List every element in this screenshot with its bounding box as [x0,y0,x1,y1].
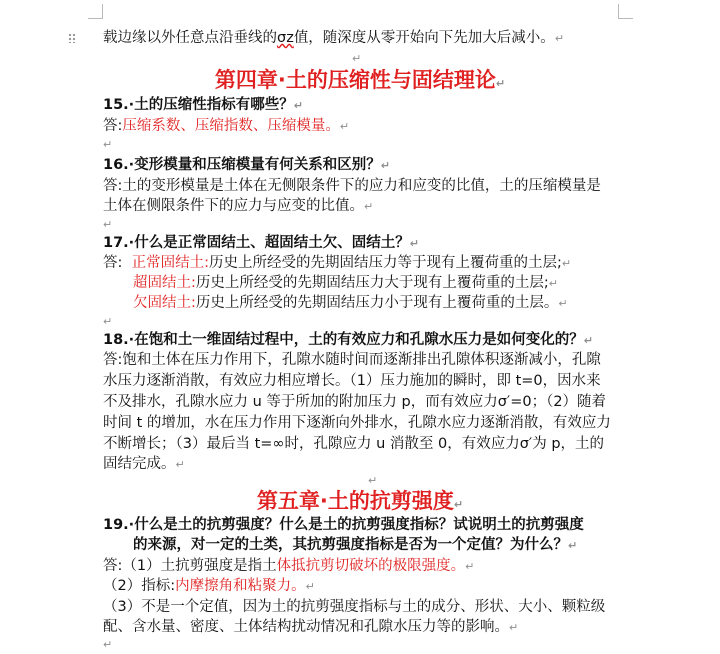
intro-paragraph [103,28,564,49]
paragraph-mark: ↵ [465,560,475,573]
paragraph-mark: ↵ [558,297,568,310]
q19-answer-2-text: （2）指标: [103,578,176,594]
paragraph-mark: ↵ [583,334,593,347]
paragraph-mark: ↵ [339,120,350,133]
q17-answer-item-3 [133,293,568,314]
paragraph-mark: ↵ [409,237,419,250]
q18-answer-last-line [103,454,185,475]
q17-answer-item-1 [103,253,571,274]
paragraph-mark: ↵ [453,498,464,511]
q17-question-text: 17.·什么是正常固结土、超固结土欠、固结土？ [103,235,410,251]
paragraph-mark: ↵ [509,621,519,634]
q18-answer-line: 时间 t 的增加，水在压力作用下逐渐向外排水，孔隙水应力逐渐消散，有效应力 [103,415,611,431]
answer-label: 答: [103,118,123,134]
paragraph-mark: ↵ [293,99,303,112]
q19-question-line2-text: 的来源，对一定的土类，其抗剪强度指标是否为一个定值？为什么？ [133,537,568,553]
term-under-consolidated: 欠固结土: [133,295,196,311]
q16-question-text: 16.·变形模量和压缩模量有何关系和区别？ [103,157,381,173]
paragraph-mark: ↵ [380,159,390,172]
q18-answer-line-text: 固结完成。 [103,456,176,472]
empty-paragraph-mark: ↵ [103,218,113,231]
q16-answer-line1: 答:土的变形模量是土体在无侧限条件下的应力和应变的比值，土的压缩模量是 [103,178,601,194]
q16-question [103,155,390,176]
q18-answer-line: 不断增长；（3）最后当 t=∞时，孔隙应力 u 消散至 0，有效应力σ′为 p，土的 [103,436,605,452]
answer-label: 答: [103,255,123,271]
q18-question-text: 18.·在饱和土一维固结过程中，土的有效应力和孔隙水压力是如何变化的？ [103,332,584,348]
crop-mark-top-right [618,4,633,19]
paragraph-mark: ↵ [554,32,565,45]
term-normal-consolidated: 正常固结土: [131,255,209,271]
q18-answer-line: 不及排水，孔隙水应力 u 等于所加的附加压力 p，而有效应力σ′=0；（2）随着 [103,394,607,410]
q19-answer-3-line1: （3）不是一个定值，因为土的抗剪强度指标与土的成分、形状、大小、颗粒级 [103,599,606,615]
chapter5-heading [0,488,720,518]
q17-question [103,233,419,254]
q19-question-line2 [133,535,577,556]
paragraph-mark: ↵ [305,580,315,593]
paragraph-mark: ↵ [568,539,578,552]
q18-answer-line: 答:饱和土体在压力作用下，孔隙水随时间而逐渐排出孔隙体积逐渐减小，孔隙 [103,352,601,368]
q19-answer-2-red: 内摩擦角和粘聚力。 [175,578,306,594]
chapter5-title: 第五章·土的抗剪强度 [256,489,454,513]
intro-text-after: 值，随深度从零开始向下先加大后减小。 [293,30,555,46]
empty-paragraph-mark: ↵ [103,315,113,328]
empty-paragraph-mark: ↵ [352,52,362,65]
q18-answer-line: 水压力逐渐消散，有效应力相应增长。（1）压力施加的瞬时，即 t=0，因水来 [103,373,601,389]
paragraph-mark: ↵ [561,257,572,270]
empty-paragraph-mark: ↵ [103,138,113,151]
term-desc: 历史上所经受的先期固结压力大于现有上覆荷重的土层; [195,275,549,291]
term-over-consolidated: 超固结土: [133,275,196,291]
chapter4-heading [0,67,720,97]
q16-answer-line2 [103,196,373,217]
q19-answer-1 [103,556,474,577]
q19-answer-3-line2 [103,617,518,638]
q15-question [103,95,303,116]
q19-answer-2 [103,576,315,597]
q15-question-text: 15.·土的压缩性指标有哪些？ [103,97,294,113]
paragraph-mark: ↵ [548,277,558,290]
q18-question [103,330,593,351]
q19-answer-3-line2-text: 配、含水量、密度、土体结构扰动情况和孔隙水压力等的影响。 [103,619,509,635]
chapter4-title: 第四章·土的压缩性与固结理论 [214,68,496,92]
paragraph-mark: ↵ [495,77,506,90]
empty-paragraph-mark: ↵ [103,638,113,651]
intro-text-before: 载边缘以外任意点沿垂线的 [103,30,277,46]
paragraph-mark: ↵ [364,200,374,213]
q15-answer-text: 压缩系数、压缩指数、压缩模量。 [122,118,340,134]
drag-handle-icon[interactable] [68,33,76,43]
term-desc: 历史上所经受的先期固结压力等于现有上覆荷重的土层; [209,255,562,271]
paragraph-mark: ↵ [175,458,185,471]
term-desc: 历史上所经受的先期固结压力小于现有上覆荷重的土层。 [195,295,559,311]
q15-answer [103,116,349,137]
crop-mark-top-left [88,4,103,19]
sigma-z-symbol: σz [277,30,294,46]
q19-answer-1-red: 体抵抗剪切破坏的极限强度。 [276,558,466,574]
empty-paragraph-mark: ↵ [368,474,378,487]
q19-question-line1: 19.·什么是土的抗剪强度？什么是土的抗剪强度指标？试说明土的抗剪强度 [103,517,584,533]
q17-answer-item-2 [133,273,558,294]
q16-answer-line2-text: 土体在侧限条件下的应力与应变的比值。 [103,198,364,214]
q19-answer-1-text: 答:（1）土抗剪强度是指土 [103,558,277,574]
